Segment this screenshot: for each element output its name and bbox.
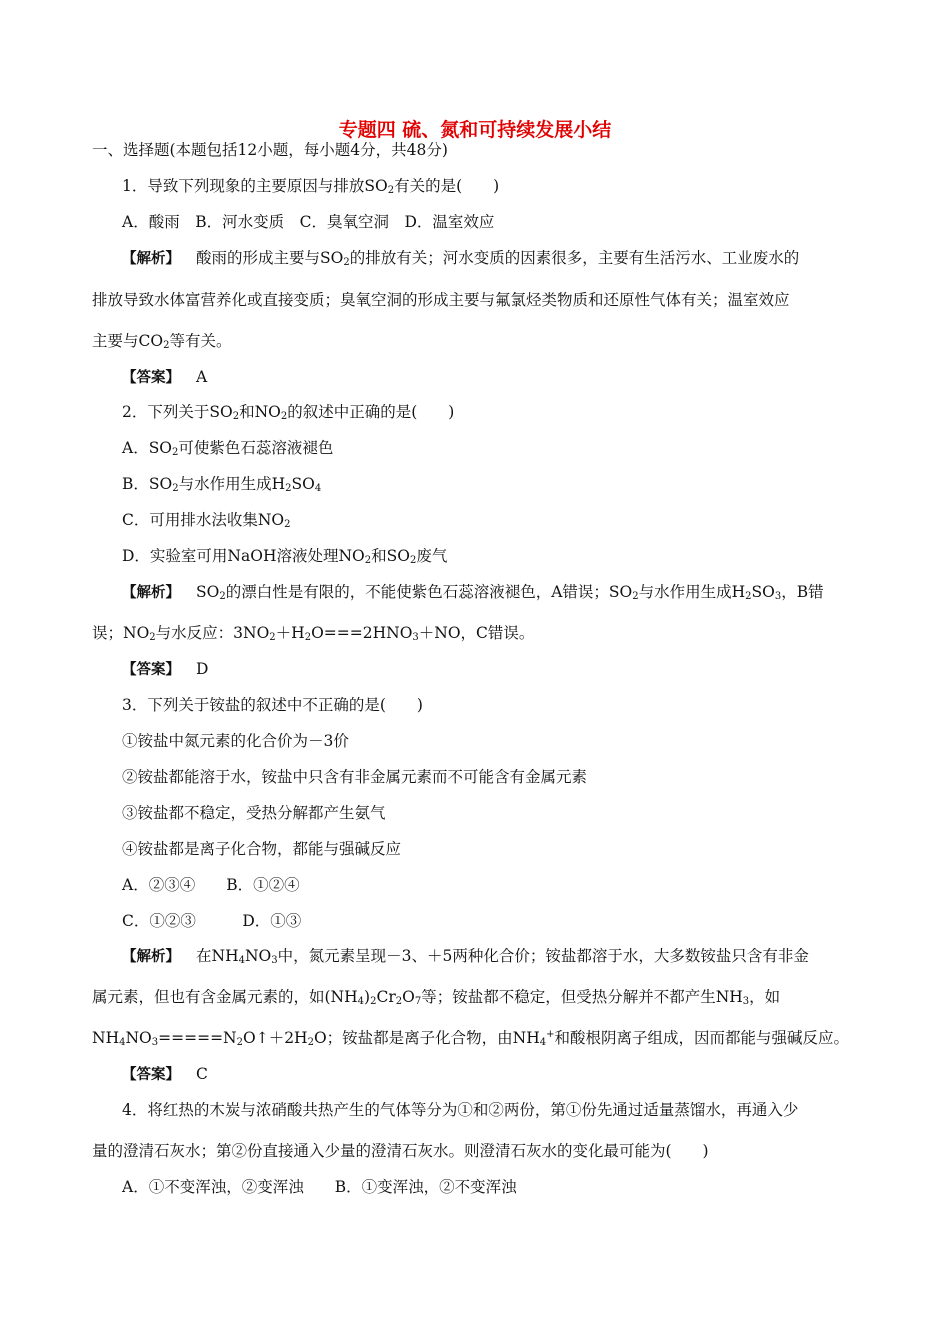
q3-analysis-line1: 【解析】 在$NH_4NO_3$中，氮元素呈现－3、＋5两种化合价；铵盐都溶于水，大多数铵盐只含有非金: [122, 947, 809, 966]
q1-stem: 1．导致下列现象的主要原因与排放$SO_2$有关的是( ): [122, 177, 500, 196]
q2-option-a: A．$SO_2$可使紫色石蕊溶液褪色: [122, 439, 334, 458]
q4-stem-line1: 4．将红热的木炭与浓硝酸共热产生的气体等分为①和②两份，第①份先通过适量蒸馏水，再通入少: [122, 1101, 799, 1119]
q1-analysis-line1: 【解析】 酸雨的形成主要与$SO_2$的排放有关；河水变质的因素很多，主要有生活污水、工业废水的: [122, 249, 800, 268]
q3-options-ab: A．②③④ B．①②④: [122, 876, 300, 894]
q3-statement-3: ③铵盐都不稳定，受热分解都产生氨气: [122, 804, 386, 822]
q3-statement-4: ④铵盐都是离子化合物，都能与强碱反应: [122, 840, 402, 858]
q2-stem: 2．下列关于$SO_2$和$NO_2$的叙述中正确的是( ): [122, 403, 455, 422]
q3-analysis-line2: 属元素，但也有含金属元素的，如$(NH_4)_2Cr_2O_7$等；铵盐都不稳定，但受热分解并不都产生$NH_3$，如: [92, 988, 781, 1007]
q3-answer: 【答案】 C: [122, 1065, 208, 1083]
q3-stem: 3．下列关于铵盐的叙述中不正确的是( ): [122, 696, 423, 714]
section-header: 一、选择题(本题包括12小题，每小题4分，共48分): [92, 141, 448, 159]
page-title: 专题四 硫、氮和可持续发展小结: [338, 119, 612, 141]
q2-option-b: B．$SO_2$与水作用生成$H_2SO_4$: [122, 475, 322, 494]
q1-analysis-line2: 排放导致水体富营养化或直接变质；臭氧空洞的形成主要与氟氯烃类物质和还原性气体有关；温室效应: [92, 291, 790, 309]
q3-statement-2: ②铵盐都能溶于水，铵盐中只含有非金属元素而不可能含有金属元素: [122, 768, 588, 786]
q2-option-c: C．可用排水法收集$NO_2$: [122, 511, 291, 530]
q2-answer: 【答案】 D: [122, 660, 209, 678]
q2-option-d: D．实验室可用NaOH溶液处理$NO_2$和$SO_2$废气: [122, 547, 448, 566]
q1-analysis-line3: 主要与$CO_2$等有关。: [92, 332, 232, 351]
q4-options-ab: A．①不变浑浊，②变浑浊 B．①变浑浊，②不变浑浊: [122, 1178, 517, 1196]
q1-answer: 【答案】 A: [122, 368, 208, 386]
q3-analysis-line3: $NH_4NO_3=====N_2O↑+2H_2O$；铵盐都是离子化合物，由$NH_4^+$和酸根阴离子组成，因而都能与强碱反应。: [92, 1029, 850, 1048]
q2-analysis-line1: 【解析】 $SO_2$的漂白性是有限的，不能使紫色石蕊溶液褪色，A错误；$SO_2$与水作用生成$H_2SO_3$，B错: [122, 583, 824, 602]
q3-statement-1: ①铵盐中氮元素的化合价为－3价: [122, 732, 349, 750]
q2-analysis-line2: 误；$NO_2$与水反应：$3NO_2+H_2O===2HNO_3+NO$，C错误。: [92, 624, 535, 643]
q4-stem-line2: 量的澄清石灰水；第②份直接通入少量的澄清石灰水。则澄清石灰水的变化最可能为( ): [92, 1142, 709, 1160]
q3-options-cd: C．①②③ D．①③: [122, 912, 302, 930]
q1-options: A．酸雨 B．河水变质 C．臭氧空洞 D．温室效应: [122, 213, 495, 231]
